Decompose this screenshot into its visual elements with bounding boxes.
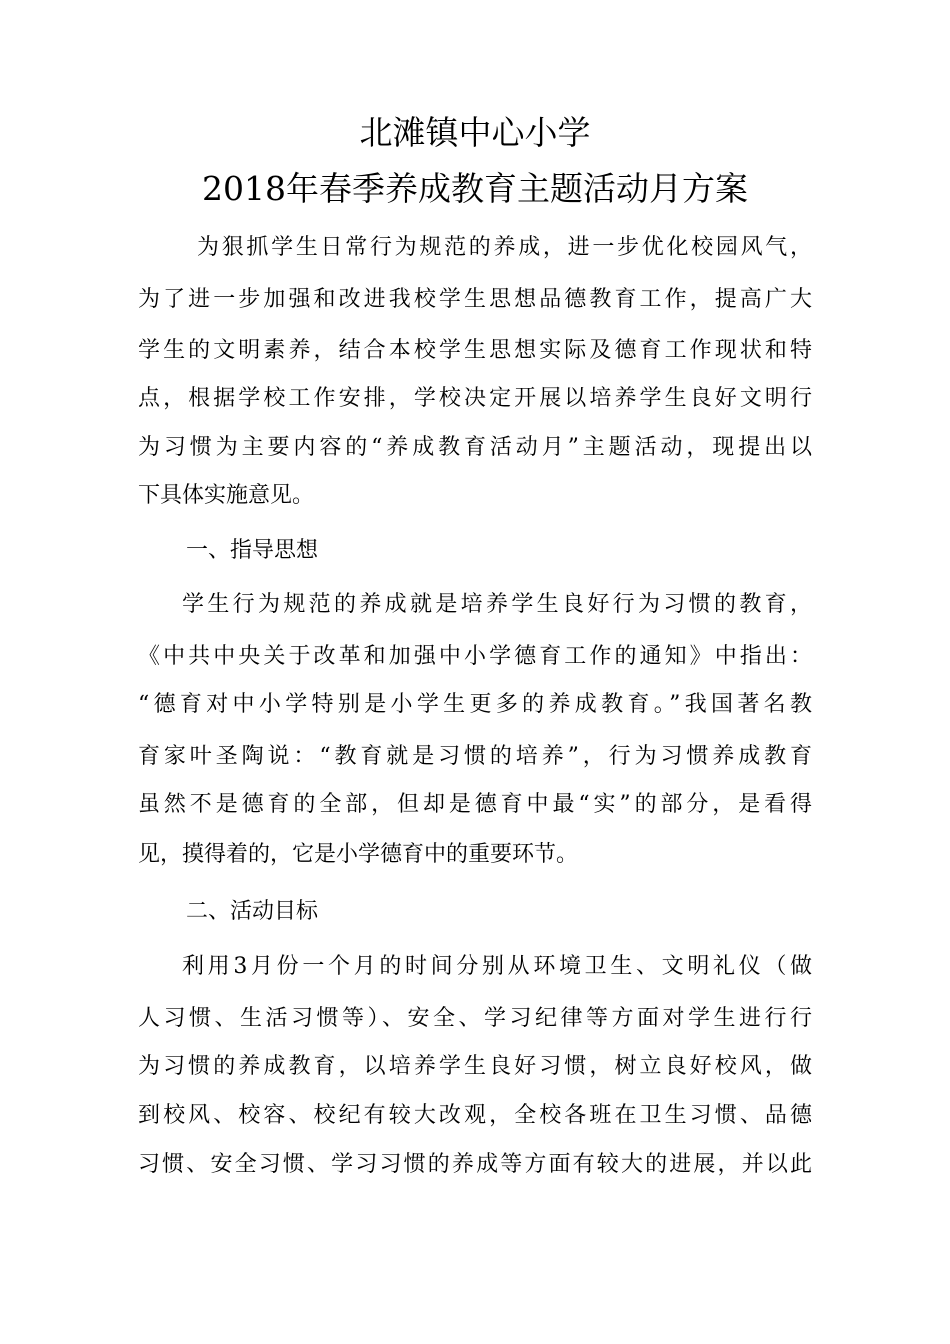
- section2-line: 到校风、校容、校纪有较大改观，全校各班在卫生习惯、品德: [138, 1103, 812, 1128]
- section2-line: 习惯、安全习惯、学习习惯的养成等方面有较大的进展，并以此: [138, 1152, 812, 1177]
- document-title-school: 北滩镇中心小学: [359, 113, 591, 152]
- section1-line: 《中共中央关于改革和加强中小学德育工作的通知》中指出：: [138, 644, 812, 669]
- intro-line: 为了进一步加强和改进我校学生思想品德教育工作，提高广大: [138, 287, 812, 312]
- intro-line: 下具体实施意见。: [138, 483, 315, 508]
- section-heading-activity-goals: 二、活动目标: [186, 899, 319, 924]
- section2-line: 利用3月份一个月的时间分别从环境卫生、文明礼仪（做: [182, 954, 812, 979]
- section1-line: “德育对中小学特别是小学生更多的养成教育。”我国著名教: [138, 692, 812, 717]
- section1-line: 见，摸得着的，它是小学德育中的重要环节。: [138, 842, 579, 867]
- intro-line: 为习惯为主要内容的“养成教育活动月”主题活动，现提出以: [138, 435, 812, 460]
- intro-line: 学生的文明素养，结合本校学生思想实际及德育工作现状和特: [138, 338, 812, 363]
- section1-line: 学生行为规范的养成就是培养学生良好行为习惯的教育，: [182, 592, 812, 617]
- intro-line: 点，根据学校工作安排，学校决定开展以培养学生良好文明行: [138, 386, 812, 411]
- document-title-plan: 2018年春季养成教育主题活动月方案: [202, 169, 748, 208]
- section2-line: 为习惯的养成教育，以培养学生良好习惯，树立良好校风，做: [138, 1054, 812, 1079]
- intro-line: 为狠抓学生日常行为规范的养成，进一步优化校园风气，: [197, 235, 812, 260]
- section1-line: 虽然不是德育的全部，但却是德育中最“实”的部分，是看得: [138, 792, 812, 817]
- section-heading-guiding-thought: 一、指导思想: [186, 538, 319, 563]
- section2-line: 人习惯、生活习惯等）、安全、学习纪律等方面对学生进行行: [138, 1006, 812, 1031]
- section1-line: 育家叶圣陶说：“教育就是习惯的培养”，行为习惯养成教育: [138, 744, 812, 769]
